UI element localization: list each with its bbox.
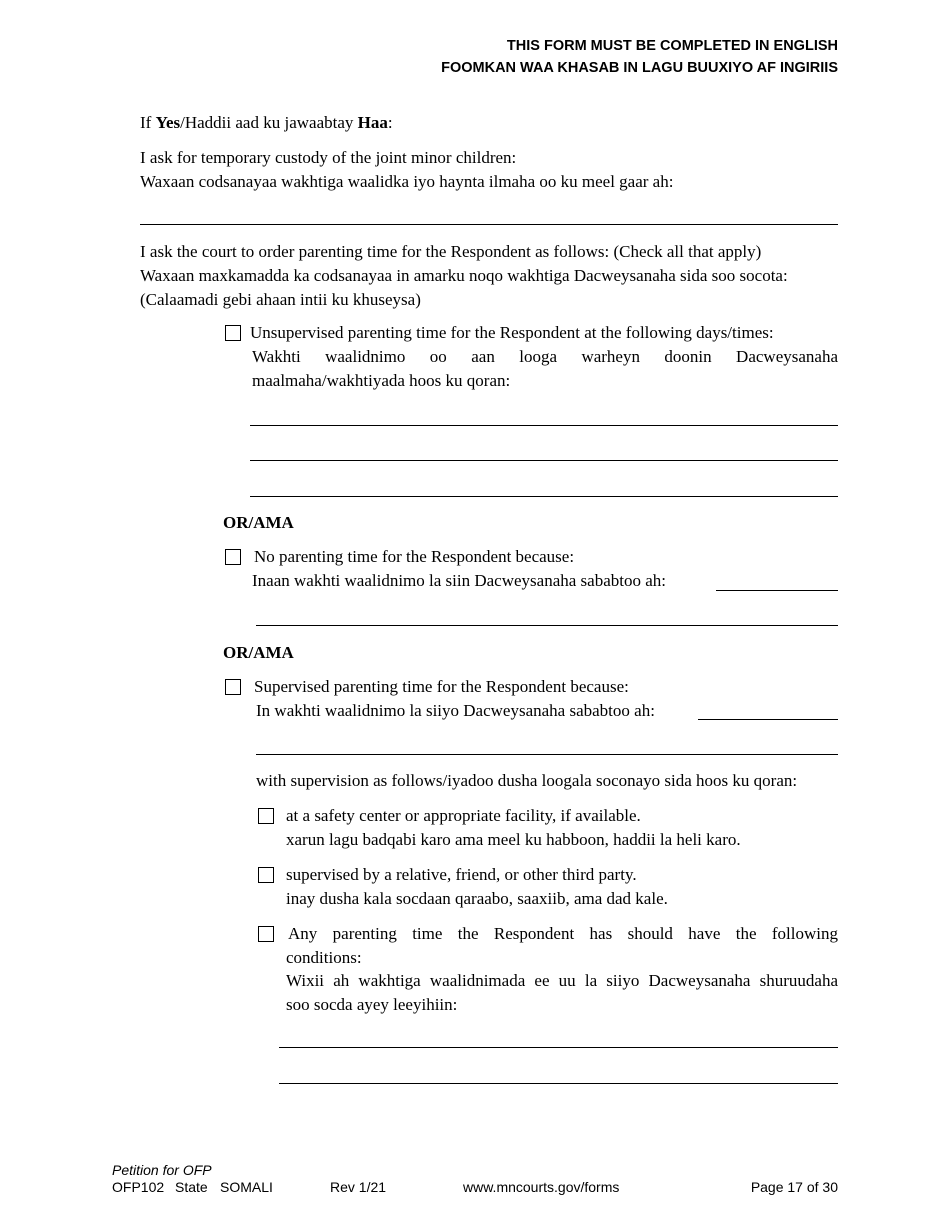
unsupervised-en: Unsupervised parenting time for the Respondent at the following days/times: (250, 323, 774, 342)
supervised-en: Supervised parenting time for the Respondent because: (254, 677, 629, 696)
parenting-request-so: Waxaan maxkamadda ka codsanayaa in amarku noqo wakhtiga Dacweysanaha sida soo socota: (140, 266, 788, 285)
conditions-en: Any parenting time the Respondent has should have the following (288, 924, 838, 943)
conditions-en-2: conditions: (286, 948, 362, 967)
no-parenting-checkbox[interactable] (225, 549, 241, 565)
footer-form-title: Petition for OFP (112, 1162, 212, 1178)
conditions-line-2[interactable] (279, 1083, 838, 1084)
supervision-intro: with supervision as follows/iyadoo dusha loogala soconayo sida hoos ku qoran: (256, 771, 798, 790)
custody-request-en: I ask for temporary custody of the joint minor children: (140, 148, 517, 167)
supervised-reason-line[interactable] (256, 754, 838, 755)
colon: : (387, 113, 393, 132)
footer-url[interactable]: www.mncourts.gov/forms (463, 1179, 620, 1195)
no-parenting-reason-inline-line[interactable] (716, 590, 838, 591)
footer-state: State (175, 1179, 208, 1195)
relative-supervision-en: supervised by a relative, friend, or other third party. (286, 865, 637, 884)
safety-center-so: xarun lagu badqabi karo ama meel ku habboon, haddii la heli karo. (286, 830, 741, 849)
unsupervised-so: Wakhti waalidnimo oo aan looga warheyn doonin Dacweysanaha (252, 347, 838, 366)
footer-form-code: OFP102 (112, 1179, 165, 1195)
no-parenting-reason-line[interactable] (256, 625, 838, 626)
or-separator-1: OR/AMA (223, 513, 294, 532)
unsupervised-checkbox[interactable] (225, 325, 241, 341)
no-parenting-en: No parenting time for the Respondent because: (254, 547, 575, 566)
supervised-so: In wakhti waalidnimo la siiyo Dacweysanaha sababtoo ah: (256, 701, 655, 720)
supervised-checkbox[interactable] (225, 679, 241, 695)
relative-supervision-so: inay dusha kala socdaan qaraabo, saaxiib, ama dad kale. (286, 889, 668, 908)
custody-answer-line[interactable] (140, 224, 838, 225)
or-separator-2: OR/AMA (223, 643, 294, 662)
haa-bold: Haa (357, 113, 388, 132)
if-prefix: If (140, 113, 156, 132)
safety-center-checkbox[interactable] (258, 808, 274, 824)
header-somali-notice: FOOMKAN WAA KHASAB IN LAGU BUUXIYO AF INGIRIIS (441, 60, 838, 76)
relative-supervision-checkbox[interactable] (258, 867, 274, 883)
form-header (441, 35, 838, 79)
parenting-request-en: I ask the court to order parenting time for the Respondent as follows: (Check all that apply) (140, 242, 762, 261)
supervised-reason-inline-line[interactable] (698, 719, 838, 720)
custody-request-so: Waxaan codsanayaa wakhtiga waalidka iyo haynta ilmaha oo ku meel gaar ah: (140, 172, 674, 191)
footer-language: SOMALI (220, 1179, 273, 1195)
header-english-notice: THIS FORM MUST BE COMPLETED IN ENGLISH (506, 38, 838, 54)
if-yes-label (140, 111, 393, 135)
haddii-text: /Haddii aad ku jawaabtay (180, 113, 358, 132)
unsupervised-so-2: maalmaha/wakhtiyada hoos ku qoran: (252, 371, 511, 390)
footer-page-number: Page 17 of 30 (750, 1179, 838, 1195)
parenting-request-so-note: (Calaamadi gebi ahaan intii ku khuseysa) (140, 290, 421, 309)
conditions-checkbox[interactable] (258, 926, 274, 942)
footer-revision: Rev 1/21 (330, 1179, 387, 1195)
conditions-so: Wixii ah wakhtiga waalidnimada ee uu la siiyo Dacweysanaha shuruudaha (286, 971, 838, 990)
safety-center-en: at a safety center or appropriate facility, if available. (286, 806, 641, 825)
unsupervised-line-2[interactable] (250, 460, 838, 461)
yes-bold: Yes (155, 113, 181, 132)
unsupervised-line-1[interactable] (250, 425, 838, 426)
conditions-so-2: soo socda ayey leeyihiin: (286, 995, 458, 1014)
unsupervised-line-3[interactable] (250, 496, 838, 497)
conditions-line-1[interactable] (279, 1047, 838, 1048)
no-parenting-so: Inaan wakhti waalidnimo la siin Dacweysanaha sababtoo ah: (252, 571, 667, 590)
